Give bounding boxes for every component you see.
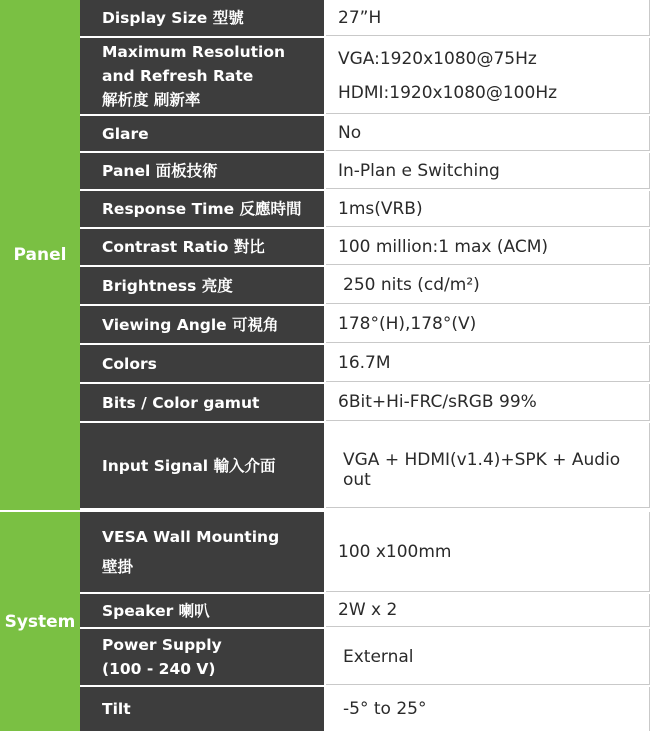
spec-row-viewing-angle xyxy=(80,306,650,345)
spec-value xyxy=(326,594,650,627)
spec-label-line: Maximum Resolution xyxy=(102,43,286,61)
spec-value xyxy=(326,345,650,382)
spec-label-line: Speaker 喇叭 xyxy=(102,601,210,620)
spec-label xyxy=(80,0,326,36)
spec-label xyxy=(80,153,326,189)
spec-value xyxy=(326,38,650,114)
spec-label xyxy=(80,687,326,731)
spec-value-line: 27”H xyxy=(338,7,382,28)
spec-value-line: In-Plan e Switching xyxy=(338,160,500,181)
spec-label xyxy=(80,306,326,343)
spec-label-line: and Refresh Rate xyxy=(102,67,254,85)
spec-value-line: 250 nits (cd/m²) xyxy=(343,275,480,295)
spec-label xyxy=(80,38,326,114)
spec-value xyxy=(326,306,650,343)
spec-value xyxy=(326,229,650,265)
spec-value xyxy=(326,384,650,421)
spec-value xyxy=(326,512,650,592)
spec-label-line: Tilt xyxy=(102,700,131,718)
spec-label xyxy=(80,629,326,685)
spec-label-line: Contrast Ratio 對比 xyxy=(102,238,265,256)
spec-row-tilt xyxy=(80,687,650,731)
spec-label xyxy=(80,229,326,265)
spec-value xyxy=(326,153,650,189)
spec-label xyxy=(80,267,326,304)
spec-value xyxy=(326,191,650,227)
spec-value xyxy=(326,687,650,731)
spec-value-line: 16.7M xyxy=(338,353,391,373)
spec-value xyxy=(326,267,650,304)
spec-value-line: VGA:1920x1080@75Hz xyxy=(338,48,537,69)
spec-row-response-time xyxy=(80,191,650,229)
spec-value xyxy=(326,0,650,36)
group-label-system: System xyxy=(0,510,80,731)
spec-row-glare xyxy=(80,116,650,153)
spec-row-input-signal xyxy=(80,423,650,510)
spec-value-line: VGA + HDMI(v1.4)+SPK + Audio xyxy=(343,450,621,470)
spec-label xyxy=(80,191,326,227)
spec-value xyxy=(326,629,650,685)
spec-row-contrast-ratio xyxy=(80,229,650,267)
spec-row-colors xyxy=(80,345,650,384)
spec-label-line: Panel 面板技術 xyxy=(102,162,218,180)
spec-value-line: 1ms(VRB) xyxy=(338,198,423,219)
spec-value-line: -5° to 25° xyxy=(343,699,427,719)
spec-value-line: 100 x100mm xyxy=(338,541,452,562)
spec-value-line: 178°(H),178°(V) xyxy=(338,314,477,334)
spec-label-line: Input Signal 輸入介面 xyxy=(102,456,276,475)
spec-row-brightness xyxy=(80,267,650,306)
spec-value-line: External xyxy=(343,646,414,667)
spec-label-line: Glare xyxy=(102,124,149,143)
spec-label-line: VESA Wall Mounting xyxy=(102,528,280,546)
spec-value-line: 100 million:1 max (ACM) xyxy=(338,236,549,257)
spec-label-line: Brightness 亮度 xyxy=(102,276,233,295)
spec-label-line: Power Supply xyxy=(102,636,222,654)
spec-value-line: HDMI:1920x1080@100Hz xyxy=(338,82,558,103)
spec-label-line: Colors xyxy=(102,354,157,373)
spec-label xyxy=(80,423,326,508)
spec-row-power-supply xyxy=(80,629,650,687)
spec-row-panel-tech xyxy=(80,153,650,191)
spec-value-line: 6Bit+Hi-FRC/sRGB 99% xyxy=(338,392,537,412)
spec-label-line: Display Size 型號 xyxy=(102,9,244,27)
spec-label xyxy=(80,345,326,382)
spec-value-line: No xyxy=(338,123,362,143)
spec-row-display-size xyxy=(80,0,650,38)
spec-label-line: (100 - 240 V) xyxy=(102,660,216,678)
spec-label-line: Bits / Color gamut xyxy=(102,393,260,412)
spec-label-line: Viewing Angle 可視角 xyxy=(102,315,279,334)
group-label-panel: Panel xyxy=(0,0,80,510)
spec-label-line: 解析度 刷新率 xyxy=(102,91,201,109)
spec-value-line: out xyxy=(343,470,371,490)
spec-label xyxy=(80,594,326,627)
spec-value xyxy=(326,116,650,151)
spec-label xyxy=(80,512,326,592)
spec-label xyxy=(80,116,326,151)
spec-row-bits-color-gamut xyxy=(80,384,650,423)
spec-value xyxy=(326,423,650,508)
spec-value-line: 2W x 2 xyxy=(338,600,398,620)
spec-label xyxy=(80,384,326,421)
spec-row-max-resolution xyxy=(80,38,650,116)
spec-label-line: 壁掛 xyxy=(102,558,134,576)
spec-row-speaker xyxy=(80,594,650,629)
spec-label-line: Response Time 反應時間 xyxy=(102,200,302,218)
spec-row-vesa-mounting xyxy=(80,510,650,594)
